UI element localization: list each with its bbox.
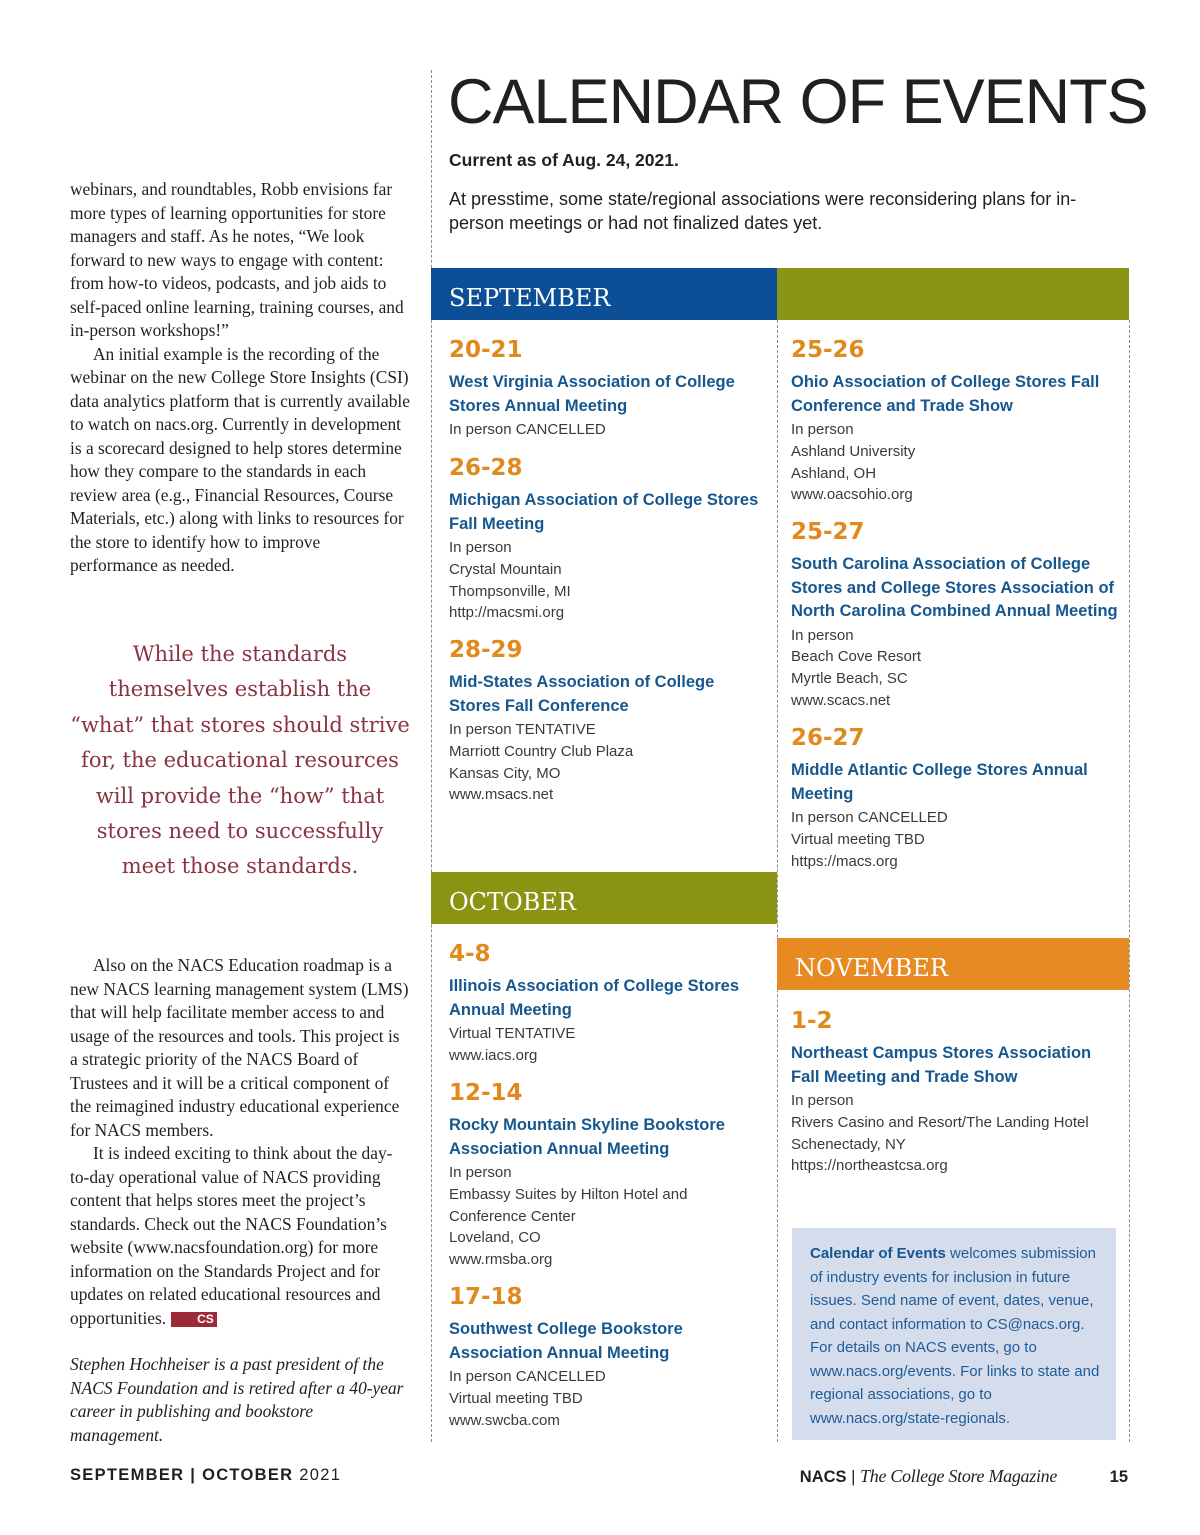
pull-quote: While the standards themselves establish the “what” that stores should strive for, the educational resources will provide the “how” that stores need to successfully meet those standards. (70, 642, 410, 879)
event-date: 12-14 (449, 1080, 523, 1106)
event-link[interactable]: http://macsmi.org (449, 604, 565, 622)
event-detail: Virtual meeting TBD (449, 1389, 583, 1407)
footer-issue-year: 2021 (299, 1466, 342, 1484)
month-header-september: SEPTEMBER (431, 268, 777, 320)
event-detail: Beach Cove Resort (791, 648, 922, 666)
month-header-november: NOVEMBER (777, 938, 1129, 990)
event-link[interactable]: www.oacsohio.org (791, 486, 913, 504)
article-body-bottom (70, 954, 410, 1330)
article-paragraph: An initial example is the recording of the webinar on the new College Store Insights (CSI) data analytics platform that is currently available to watch on nacs.org. Currently in development is a scorecard designed to help stores determine how they compare to the standards in each review area (e.g., Financial Resources, Course Materials, etc.) along with links to resources for the store to identify how to improve performance as needed. (70, 343, 410, 575)
event-detail: Virtual meeting TBD (791, 830, 925, 848)
article-paragraph (70, 1142, 410, 1330)
presstime-note: At presstime, some state/regional associations were reconsidering plans for in-person meetings or had not finalized dates yet. (449, 189, 1077, 233)
event-detail: Thompsonville, MI (449, 582, 571, 600)
event-detail: In person (449, 539, 512, 556)
footer-issue (70, 1466, 341, 1485)
event-date: 25-26 (791, 337, 865, 363)
event-name: Middle Atlantic College Stores Annual Meeting (791, 761, 1088, 803)
column-divider (777, 320, 778, 1442)
footer-publication (800, 1466, 1128, 1487)
event-link[interactable]: https://northeastcsa.org (791, 1157, 948, 1175)
event-name: West Virginia Association of College Stores Annual Meeting (449, 373, 735, 415)
event-detail: Kansas City, MO (449, 764, 561, 782)
event-link[interactable]: www.msacs.net (449, 786, 554, 804)
event-name: Michigan Association of College Stores Fall Meeting (449, 491, 759, 533)
month-header-bar (777, 268, 1129, 320)
event-entry (449, 940, 769, 1067)
event-entry (449, 336, 769, 441)
article-paragraph: Also on the NACS Education roadmap is a new NACS learning management system (LMS) that will help facilitate member access to and usage of the resources and tools. This project is a strategic priority of the NACS Board of Trustees and it will be a critical component of the reimagined industry educational experience for NACS members. (70, 955, 409, 1140)
event-detail: In person (449, 1164, 512, 1181)
event-date: 26-28 (449, 455, 523, 481)
event-detail: Virtual TENTATIVE (449, 1025, 576, 1042)
current-as-of: Current as of Aug. 24, 2021. (449, 150, 679, 170)
event-date: 4-8 (449, 941, 491, 967)
event-entry (791, 518, 1121, 712)
event-date: 25-27 (791, 519, 865, 545)
event-detail: In person (791, 421, 854, 438)
event-link[interactable]: www.swcba.com (449, 1411, 560, 1429)
author-bio: Stephen Hochheiser is a past president of the NACS Foundation and is retired after a 40-year career in publishing and bookstore management. (70, 1354, 404, 1445)
month-header-october: OCTOBER (431, 872, 777, 924)
column-divider (1129, 320, 1130, 1442)
end-mark-icon: CS (171, 1312, 217, 1327)
article-paragraph-text: It is indeed exciting to think about the day-to-day operational value of NACS providing content that helps stores meet the project’s standards. Check out the NACS Foundation’s website (www.nacsfoundation.org) for more information on the Standards Project and for updates on related educational resources and opportunities. (70, 1143, 393, 1328)
event-link[interactable]: https://macs.org (791, 852, 898, 870)
event-detail: Rivers Casino and Resort/The Landing Hotel (791, 1113, 1089, 1131)
event-date: 26-27 (791, 725, 865, 751)
event-entry (449, 1079, 769, 1271)
event-detail: Embassy Suites by Hilton Hotel and Conference Center (449, 1185, 688, 1225)
event-detail: In person (791, 626, 854, 644)
event-date: 20-21 (449, 337, 523, 363)
event-name: South Carolina Association of College Stores and College Stores Association of North Carolina Combined Annual Meeting (791, 555, 1118, 620)
event-detail: In person CANCELLED (449, 421, 606, 438)
submission-text: welcomes submission of industry events for inclusion in future issues. Send name of event, dates, venue, and contact information to CS@nacs.org. For details on NACS events, go to www.nacs.org/events. For links to state and regional associations, go to www.nacs.org/state-regionals. (810, 1245, 1100, 1427)
event-name: Rocky Mountain Skyline Bookstore Association Annual Meeting (449, 1116, 725, 1158)
event-detail: In person TENTATIVE (449, 721, 596, 738)
event-entry (449, 454, 769, 624)
article-paragraph: webinars, and roundtables, Robb envisions far more types of learning opportunities for store managers and staff. As he notes, “We look forward to new ways to engage with content: from how-to videos, podcasts, and job aids to self-paced online learning, training courses, and in-person workshops!” (70, 179, 404, 340)
event-detail: Myrtle Beach, SC (791, 670, 908, 688)
event-date: 28-29 (449, 637, 523, 663)
page-number: 15 (1109, 1468, 1128, 1486)
event-detail: Marriott Country Club Plaza (449, 742, 634, 760)
event-name: Northeast Campus Stores Association Fall Meeting and Trade Show (791, 1044, 1092, 1086)
event-entry (449, 636, 769, 806)
footer-publisher: NACS (799, 1468, 847, 1486)
event-entry (791, 724, 1111, 872)
event-entry (449, 1283, 769, 1431)
event-link[interactable]: www.rmsba.org (449, 1251, 553, 1269)
event-entry (791, 1007, 1111, 1177)
event-entry (791, 336, 1111, 506)
event-date: 17-18 (449, 1284, 523, 1310)
event-link[interactable]: www.scacs.net (791, 691, 891, 709)
page-title: CALENDAR OF EVENTS (448, 67, 1148, 137)
event-link[interactable]: www.iacs.org (449, 1046, 538, 1064)
footer-separator: | (851, 1468, 856, 1486)
submission-info-box (792, 1228, 1116, 1440)
event-detail: Schenectady, NY (791, 1135, 906, 1153)
event-detail: In person (791, 1092, 854, 1109)
event-detail: Ashland University (791, 442, 916, 460)
submission-lead: Calendar of Events (810, 1245, 946, 1262)
event-detail: Crystal Mountain (449, 560, 562, 578)
article-body-top (70, 178, 410, 578)
event-detail: Loveland, CO (449, 1229, 541, 1247)
event-detail: In person CANCELLED (449, 1368, 606, 1385)
event-name: Illinois Association of College Stores Annual Meeting (449, 977, 740, 1019)
event-name: Ohio Association of College Stores Fall Conference and Trade Show (791, 373, 1100, 415)
event-name: Mid-States Association of College Stores Fall Conference (449, 673, 715, 715)
event-detail: Ashland, OH (791, 464, 877, 482)
event-detail: In person CANCELLED (791, 809, 948, 826)
event-date: 1-2 (791, 1008, 833, 1034)
footer-issue-months: SEPTEMBER | OCTOBER (70, 1466, 294, 1484)
footer-magazine-name: The College Store Magazine (860, 1466, 1058, 1486)
event-name: Southwest College Bookstore Association Annual Meeting (449, 1320, 683, 1362)
